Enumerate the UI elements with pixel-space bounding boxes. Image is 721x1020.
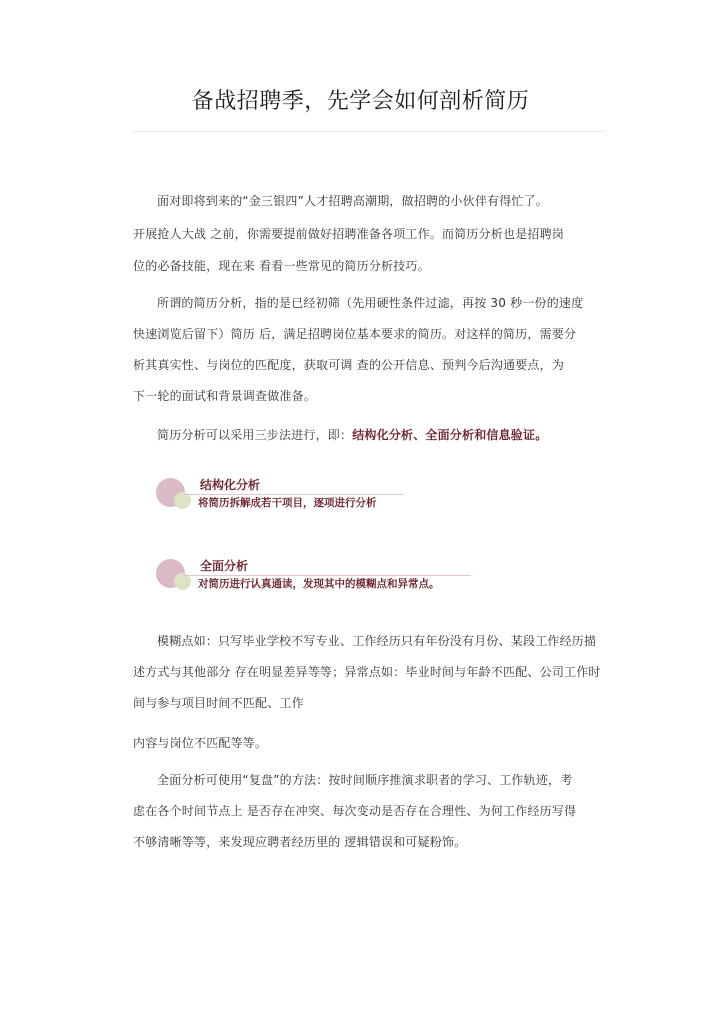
step-title: 结构化分析 <box>200 478 261 492</box>
review-line-3: 不够清晰等等，来发现应聘者经历里的 逻辑错误和可疑粉饰。 <box>133 835 467 849</box>
review-line-1: 全面分析可使用“复盘”的方法：按时间顺序推演求职者的学习、工作轨迹，考 <box>157 773 573 787</box>
definition-line-1: 所谓的简历分析，指的是已经初筛（先用硬性条件过滤，再按 30 秒一份的速度 <box>157 296 584 310</box>
intro-line-1: 面对即将到来的“金三银四”人才招聘高潮期，做招聘的小伙伴有得忙了。 <box>157 194 549 208</box>
step-structured-analysis <box>156 474 406 514</box>
three-steps-prefix: 简历分析可以采用三步法进行，即： <box>157 428 353 442</box>
definition-line-2: 快速浏览后留下）简历 后，满足招聘岗位基本要求的简历。对这样的简历，需要分 <box>133 327 577 341</box>
fuzzy-line-1: 模糊点如：只写毕业学校不写专业、工作经历只有年份没有月份、某段工作经历描 <box>157 634 597 648</box>
intro-line-3: 位的必备技能，现在来 看看一些常见的简历分析技巧。 <box>133 259 430 273</box>
three-steps-highlight: 结构化分析、全面分析和信息验证。 <box>352 428 548 442</box>
fuzzy-line-4: 内容与岗位不匹配等等。 <box>133 736 268 750</box>
fuzzy-line-3: 间与参与项目时间不匹配、工作 <box>133 696 304 710</box>
definition-line-4: 下一轮的面试和背景调查做准备。 <box>133 389 317 403</box>
step-description: 将简历拆解成若干项目，逐项进行分析 <box>198 497 377 509</box>
fuzzy-line-2: 述方式与其他部分 存在明显差异等等；异常点如：毕业时间与年龄不匹配、公司工作时 <box>133 665 601 679</box>
step-description: 对简历进行认真通读，发现其中的模糊点和异常点。 <box>198 578 440 590</box>
review-line-2: 虑在各个时间节点上 是否存在冲突、每次变动是否存在合理性、为何工作经历写得 <box>133 804 577 818</box>
step-comprehensive-analysis <box>156 555 476 595</box>
definition-line-3: 析其真实性、与岗位的匹配度，获取可调 查的公开信息、预判今后沟通要点，为 <box>133 358 565 372</box>
title-divider <box>133 131 605 132</box>
intro-line-2: 开展抢人大战 之前，你需要提前做好招聘准备各项工作。而简历分析也是招聘岗 <box>133 227 565 241</box>
step-title: 全面分析 <box>200 559 249 573</box>
three-steps-line <box>157 426 627 443</box>
page-title: 备战招聘季，先学会如何剖析简历 <box>191 89 530 114</box>
